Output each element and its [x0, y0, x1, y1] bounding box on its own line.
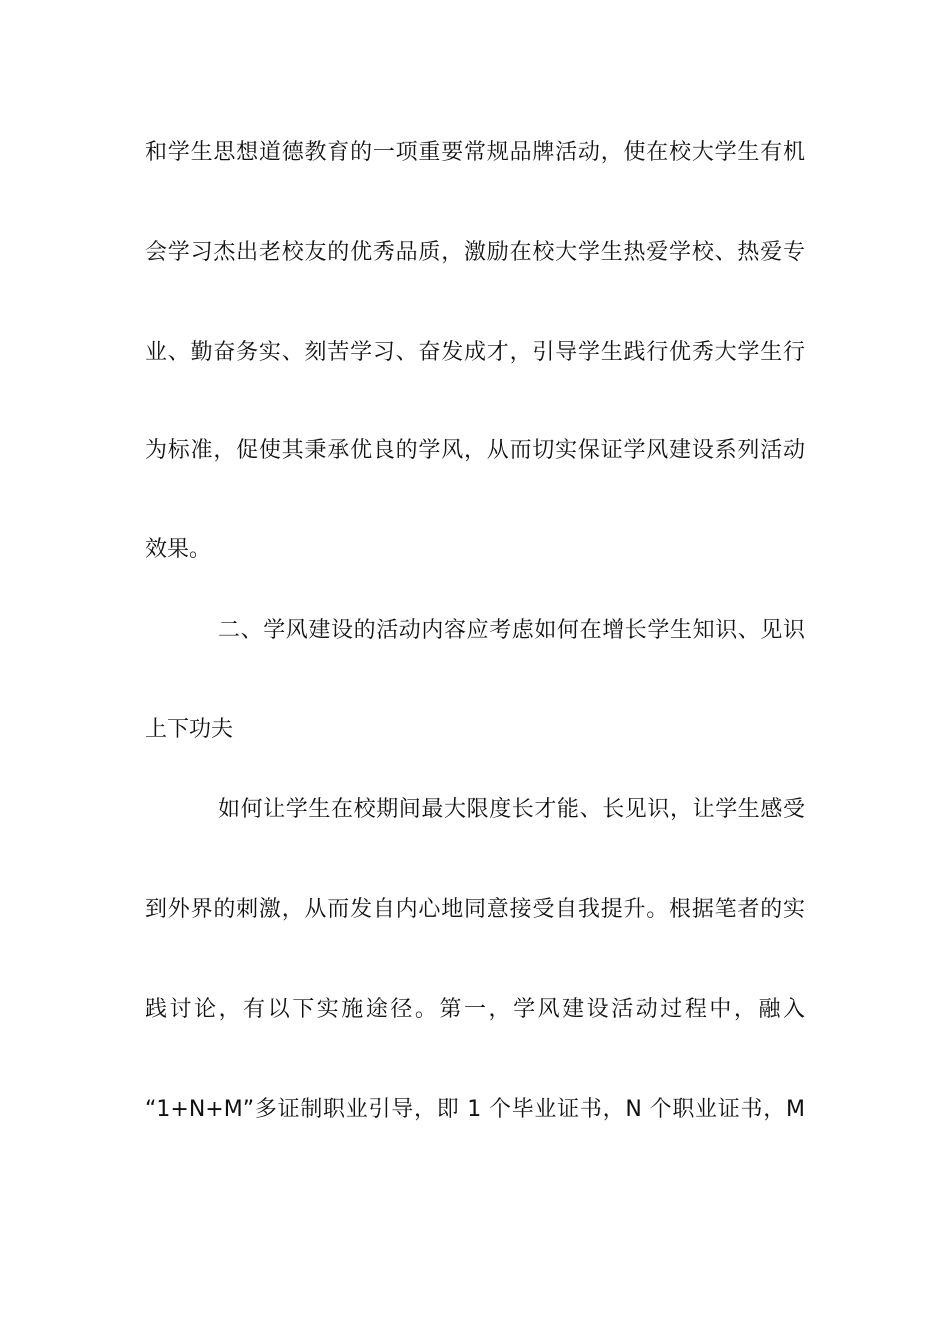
body-text-line-9: “1+N+M”多证制职业引导，即 1 个毕业证书，N 个职业证书，M: [145, 1097, 805, 1122]
body-text-line-5: 效果。: [145, 537, 212, 562]
body-text-line-7: 到外界的刺激，从而发自内心地同意接受自我提升。根据笔者的实: [145, 897, 805, 922]
section-heading-line-1: 二、学风建设的活动内容应考虑如何在增长学生知识、见识: [218, 618, 805, 643]
body-text-line-4: 为标准，促使其秉承优良的学风，从而切实保证学风建设系列活动: [145, 438, 805, 463]
body-text-line-3: 业、勤奋务实、刻苦学习、奋发成才，引导学生践行优秀大学生行: [145, 340, 805, 365]
section-heading-line-2: 上下功夫: [145, 717, 234, 742]
body-text-line-1: 和学生思想道德教育的一项重要常规品牌活动，使在校大学生有机: [145, 140, 805, 165]
body-text-line-2: 会学习杰出老校友的优秀品质，激励在校大学生热爱学校、热爱专: [145, 240, 805, 265]
body-text-line-6: 如何让学生在校期间最大限度长才能、长见识，让学生感受: [218, 797, 805, 822]
body-text-line-8: 践讨论，有以下实施途径。第一，学风建设活动过程中，融入: [145, 997, 805, 1022]
